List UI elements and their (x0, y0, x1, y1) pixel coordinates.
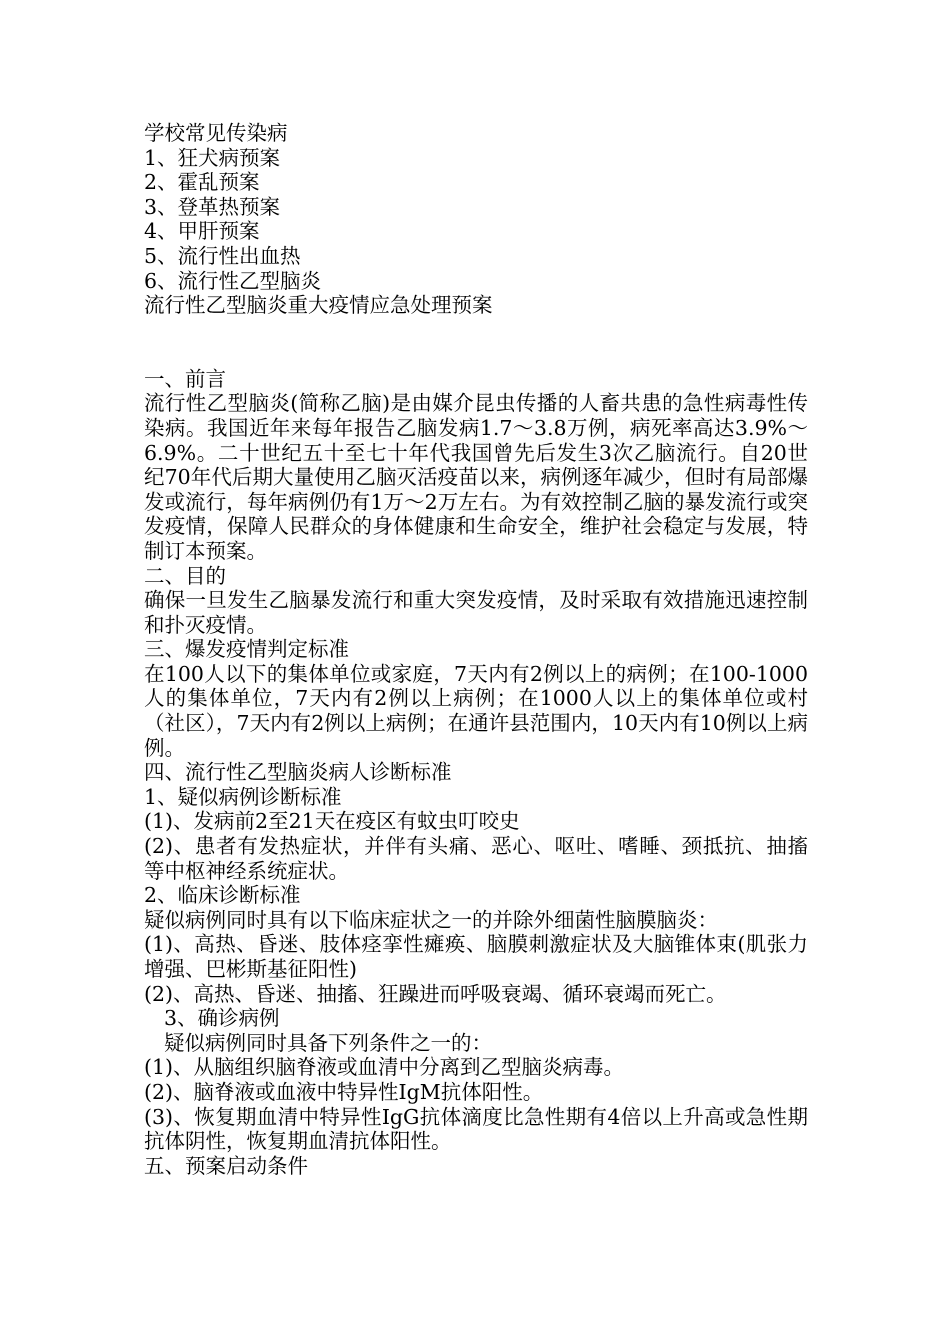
list-item: 3、登革热预案 (144, 194, 281, 219)
criteria-item: (2)、患者有发热症状，并伴有头痛、恶心、呕吐、嗜睡、颈抵抗、抽搐等中枢神经系统症状。 (144, 834, 808, 883)
criteria-item: (3)、恢复期血清中特异性IgG抗体滴度比急性期有4倍以上升高或急性期抗体阴性，恢复期血清抗体阳性。 (144, 1104, 808, 1154)
criteria-item: (1)、发病前2至21天在疫区有蚊虫叮咬史 (144, 809, 520, 834)
section-paragraph: 确保一旦发生乙脑暴发流行和重大突发疫情，及时采取有效措施迅速控制和扑灭疫情。 (144, 588, 808, 637)
section-heading: 三、爆发疫情判定标准 (144, 637, 349, 662)
page-title: 学校常见传染病 (144, 121, 288, 145)
criteria-item: (1)、从脑组织脑脊液或血清中分离到乙型脑炎病毒。 (144, 1055, 625, 1080)
subsection-heading: 3、确诊病例 (164, 1006, 280, 1031)
criteria-item: (1)、高热、昏迷、肢体痉挛性瘫痪、脑膜刺激症状及大脑锥体束(肌张力增强、巴彬斯基征阳性) (144, 932, 808, 981)
section-heading: 一、前言 (144, 366, 226, 391)
subsection-heading: 2、临床诊断标准 (144, 883, 301, 908)
document-page (144, 121, 808, 1178)
criteria-intro: 疑似病例同时具有以下临床症状之一的并除外细菌性脑膜脑炎： (144, 907, 718, 932)
criteria-item: (2)、脑脊液或血液中特异性IgM抗体阳性。 (144, 1079, 544, 1104)
list-item: 2、霍乱预案 (144, 170, 260, 195)
section-heading: 二、目的 (144, 563, 226, 588)
section-heading: 五、预案启动条件 (144, 1153, 308, 1178)
criteria-intro: 疑似病例同时具备下列条件之一的： (164, 1030, 492, 1055)
list-item: 6、流行性乙型脑炎 (144, 268, 322, 293)
section-paragraph: 流行性乙型脑炎(简称乙脑)是由媒介昆虫传播的人畜共患的急性病毒性传染病。我国近年来每年报告乙脑发病1.7～3.8万例，病死率高达3.9%～6.9%。二十世纪五十至七十年代我国曾先后发生3次乙脑流行。自20世纪70年代后期大量使用乙脑灭活疫苗以来，病例逐年减少，但时有局部爆发或流行，每年病例仍有1万～2万左右。为有效控制乙脑的暴发流行或突发疫情，保障人民群众的身体健康和生命安全，维护社会稳定与发展，特制订本预案。 (144, 391, 808, 563)
document-title: 流行性乙型脑炎重大疫情应急处理预案 (144, 293, 493, 318)
subsection-heading: 1、疑似病例诊断标准 (144, 784, 342, 809)
list-item: 4、甲肝预案 (144, 219, 260, 244)
criteria-item: (2)、高热、昏迷、抽搐、狂躁进而呼吸衰竭、循环衰竭而死亡。 (144, 981, 727, 1006)
list-item: 5、流行性出血热 (144, 243, 301, 268)
blank-gap (144, 318, 808, 367)
section-paragraph: 在100人以下的集体单位或家庭，7天内有2例以上的病例；在100-1000人的集体单位，7天内有2例以上病例；在1000人以上的集体单位或村（社区），7天内有2例以上病例；在通许县范围内，10天内有10例以上病例。 (144, 661, 808, 760)
list-item: 1、狂犬病预案 (144, 145, 281, 170)
section-heading: 四、流行性乙型脑炎病人诊断标准 (144, 760, 452, 785)
